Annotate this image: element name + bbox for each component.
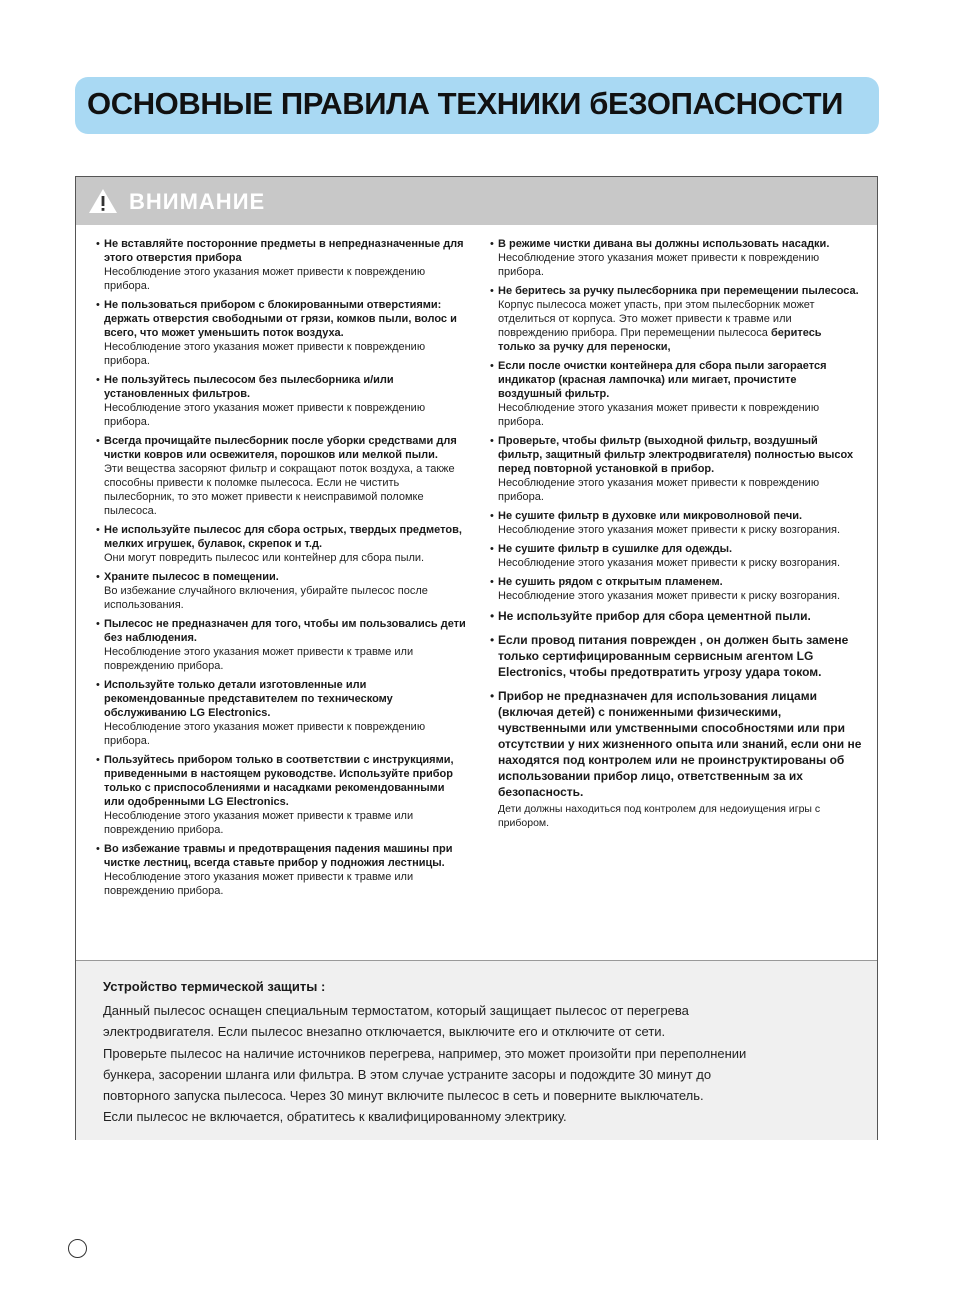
list-item bbox=[96, 237, 466, 293]
thermal-line: бункера, засорении шланга или фильтра. В этом случае устраните засоры и подождите 30 минут до bbox=[103, 1066, 712, 1082]
item-note-text: Несоблюдение этого указания может привести к повреждению прибора. bbox=[498, 402, 820, 428]
thermal-line: Проверьте пылесос на наличие источников перегрева, например, это может произойти при переполнении bbox=[103, 1045, 747, 1061]
item-note-text: Несоблюдение этого указания может привести к риску возгорания. bbox=[498, 590, 841, 602]
item-heading: • Пользуйтесь прибором только в соответствии с инструкциями, приведенными в настоящем руководстве. Используйте прибор только с приспособлениями и насадками рекомендованными или одобренными LG Electronics. bbox=[104, 754, 454, 808]
list-item bbox=[96, 523, 466, 565]
left-list bbox=[96, 237, 466, 898]
list-item bbox=[96, 753, 466, 837]
item-note-text: Несоблюдение этого указания может привести к риску возгорания. bbox=[498, 524, 841, 536]
item-note-text: Несоблюдение этого указания может привести к повреждению прибора. bbox=[498, 477, 820, 503]
item-note: Несоблюдение этого указания может привести к повреждению прибора. bbox=[104, 721, 426, 747]
item-note: Они могут повредить пылесос или контейнер для сбора пыли. bbox=[104, 552, 425, 564]
item-note bbox=[498, 251, 862, 279]
item-heading: • Если провод питания поврежден , он должен быть замене только сертифицированным сервисным агентом LG Electronics, чтобы предотвратить угрозу удара током. bbox=[498, 633, 849, 679]
item-heading: • Не используйте прибор для сбора цементной пыли. bbox=[498, 609, 811, 623]
item-heading: • Не сушите фильтр в духовке или микроволновой печи. bbox=[498, 510, 803, 522]
list-item bbox=[96, 373, 466, 429]
item-heading: • Не пользоваться прибором с блокированными отверстиями: держать отверстия свободными от грязи, комков пыли, волос и всего, что может уменьшить поток воздуха. bbox=[104, 299, 457, 339]
thermal-line: Данный пылесос оснащен специальным термостатом, который защищает пылесос от перегрева bbox=[103, 1003, 689, 1018]
item-heading: • Не используйте пылесос для сбора острых, твердых предметов, мелких игрушек, булавок, скрепок и т.д. bbox=[104, 524, 462, 550]
item-heading: • Проверьте, чтобы фильтр (выходной фильтр, воздушный фильтр, защитный фильтр электродвигателя) полностью высох перед повторной установкой в прибор. bbox=[498, 435, 854, 475]
item-note-text: Несоблюдение этого указания может привести к риску возгорания. bbox=[498, 557, 841, 569]
item-heading: • Храните пылесос в помещении. bbox=[104, 571, 279, 583]
item-heading: • Не сушить рядом с открытым пламенем. bbox=[498, 576, 723, 588]
title-banner bbox=[75, 77, 879, 134]
item-heading: • Пылесос не предназначен для того, чтобы им пользовались дети без наблюдения. bbox=[104, 618, 466, 644]
item-heading: • Используйте только детали изготовленные или рекомендованные представителем по техническому обслуживанию LG Electronics. bbox=[104, 679, 393, 719]
list-item bbox=[490, 237, 862, 279]
page-number-circle bbox=[68, 1239, 87, 1258]
item-note bbox=[498, 556, 862, 570]
item-heading: • Не сушите фильтр в сушилке для одежды. bbox=[498, 543, 733, 555]
item-heading: • Не беритесь за ручку пылесборника при перемещении пылесоса. bbox=[498, 285, 859, 297]
item-note: Несоблюдение этого указания может привести к повреждению прибора. bbox=[104, 266, 426, 292]
item-note: Эти вещества засоряют фильтр и сокращают поток воздуха, а также способны привести к поломке пылесоса. Если не чистить пылесборник, то это может привести к неисправимой поломке пылесоса. bbox=[104, 463, 455, 517]
item-note bbox=[498, 523, 862, 537]
warning-triangle-icon bbox=[88, 188, 118, 214]
item-note: Несоблюдение этого указания может привести к травме или повреждению прибора. bbox=[104, 871, 414, 897]
item-note bbox=[498, 589, 862, 603]
item-note: Несоблюдение этого указания может привести к травме или повреждению прибора. bbox=[104, 810, 414, 836]
item-note: Несоблюдение этого указания может привести к повреждению прибора. bbox=[104, 341, 426, 367]
thermal-protection-section bbox=[76, 960, 877, 1140]
list-item bbox=[490, 434, 862, 504]
right-list bbox=[490, 237, 862, 830]
list-item bbox=[96, 678, 466, 748]
item-note: Во избежание случайного включения, убирайте пылесос после использования. bbox=[104, 585, 428, 611]
item-note: Несоблюдение этого указания может привести к травме или повреждению прибора. bbox=[104, 646, 414, 672]
list-item bbox=[96, 434, 466, 518]
list-item bbox=[490, 359, 862, 429]
list-item bbox=[490, 509, 862, 537]
item-note: Дети должны находиться под контролем для недоиущения игры с прибором. bbox=[498, 803, 821, 829]
thermal-title: Устройство термической защиты : bbox=[103, 979, 326, 994]
item-heading: • Не пользуйтесь пылесосом без пылесборника и/или установленных фильтров. bbox=[104, 374, 394, 400]
page-title: ОСНОВНЫЕ ПРАВИЛА ТЕХНИКИ бЕЗОПАСНОСТИ bbox=[87, 86, 843, 121]
item-note bbox=[498, 476, 862, 504]
thermal-line: Если пылесос не включается, обратитесь к квалифицированному электрику. bbox=[103, 1109, 567, 1125]
item-note-text: Корпус пылесоса может упасть, при этом пылесборник может отделиться от корпуса. Это может привести к травме или повреждению прибора. При перемещении пылесоса bbox=[498, 299, 815, 339]
item-heading: • Прибор не предназначен для использования лицами (включая детей) с пониженными физическими, чувственными или умственными способностями или при отсутствии у них жизненного опыта или знаний, если они не находятся под контролем или не проинструктированы об использовании прибор лицо, ответственным за их безопасность. bbox=[498, 689, 862, 799]
thermal-line: электродвигателя. Если пылесос внезапно отключается, выключите его и отключите от сети. bbox=[103, 1024, 666, 1040]
left-column bbox=[96, 237, 466, 903]
list-item bbox=[96, 570, 466, 612]
warning-header bbox=[76, 177, 877, 225]
list-item bbox=[490, 542, 862, 570]
item-heading: • В режиме чистки дивана вы должны использовать насадки. bbox=[498, 238, 830, 250]
list-item bbox=[490, 632, 862, 680]
item-heading: • Во избежание травмы и предотвращения падения машины при чистке лестниц, всегда ставьте прибор у подножия лестницы. bbox=[104, 843, 453, 869]
warning-title: ВНИМАНИЕ bbox=[129, 189, 266, 214]
item-note: Несоблюдение этого указания может привести к повреждению прибора. bbox=[104, 402, 426, 428]
item-note bbox=[498, 298, 862, 354]
thermal-body bbox=[103, 1000, 863, 1128]
item-heading: • Всегда прочищайте пылесборник после уборки средствами для чистки ковров или освежителя, порошков или мелкой пыли. bbox=[104, 435, 457, 461]
item-heading: • Если после очистки контейнера для сбора пыли загорается индикатор (красная лампочка) или мигает, прочистите воздушный фильтр. bbox=[498, 360, 827, 400]
item-note-text: Несоблюдение этого указания может привести к повреждению прибора. bbox=[498, 252, 820, 278]
list-item bbox=[96, 298, 466, 368]
list-item bbox=[96, 617, 466, 673]
safety-box bbox=[75, 176, 878, 1140]
thermal-line: повторного запуска пылесоса. Через 30 минут включите пылесос в сеть и поверните выключатель. bbox=[103, 1088, 704, 1104]
item-note bbox=[498, 401, 862, 429]
list-item bbox=[490, 284, 862, 354]
item-heading: • Не вставляйте посторонние предметы в непредназначенные для этого отверстия прибора bbox=[104, 238, 464, 264]
item-note-bold: беритесь только за ручку для переноски, bbox=[498, 327, 822, 353]
list-item bbox=[490, 688, 862, 830]
list-item bbox=[490, 575, 862, 603]
right-column bbox=[490, 237, 862, 838]
list-item bbox=[490, 608, 862, 624]
list-item bbox=[96, 842, 466, 898]
